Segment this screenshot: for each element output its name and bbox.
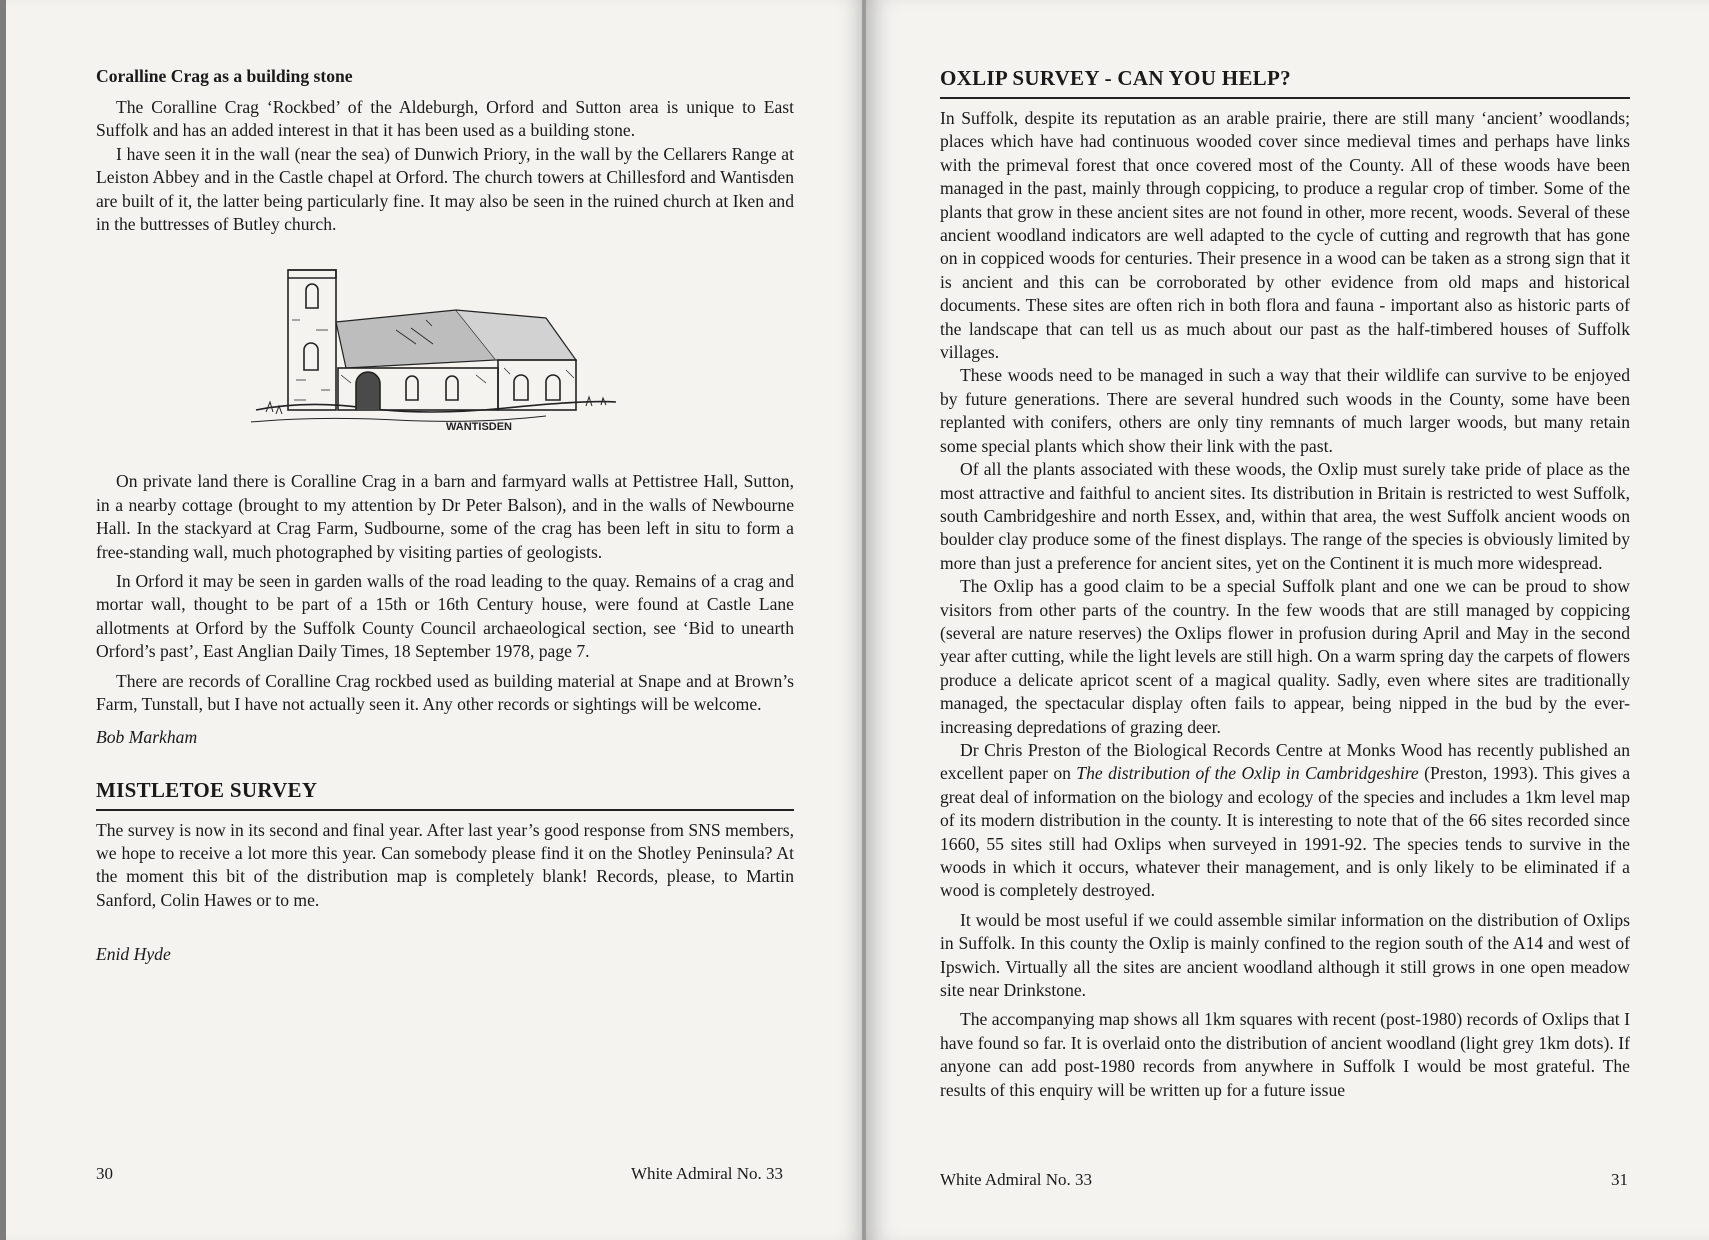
wantisden-church-illustration: [246, 250, 626, 450]
paper-title: The distribution of the Oxlip in Cambridgeshire: [1076, 763, 1419, 784]
left-column: [96, 66, 794, 965]
paragraph: In Suffolk, despite its reputation as an arable prairie, there are still many ‘ancient’ woodlands; places which have had continuous wooded cover since medieval times and perhaps have links with the primeval forest that once covered most of the County. All of these woods have been managed in the past, mainly through coppicing, to produce a regular crop of timber. Some of the plants that grow in these ancient sites are not found in other, more recent, woods. Several of these ancient woodland indicators are well adapted to the cycle of cutting and regrowth that has gone on in coppiced woods for centuries. Their presence in a wood can be taken as a strong sign that it is ancient and this can be corroborated by other evidence from old maps and historical documents. These sites are often rich in both flora and fauna - important also as historic parts of the landscape that can tell us as much about our past as the half-timbered houses of Suffolk villages.: [940, 108, 1630, 363]
paragraph: In Orford it may be seen in garden walls of the road leading to the quay. Remains of a crag and mortar wall, thought to be part of a 15th or 16th Century house, were found at Castle Lane allotments at Orford by the Suffolk County Council archaeological section, see ‘Bid to unearth Orford’s past’, East Anglian Daily Times, 18 September 1978, page 7.: [96, 571, 794, 662]
paragraph: The Oxlip has a good claim to be a special Suffolk plant and one we can be proud to show visitors from other parts of the country. In the few woods that are still managed by coppicing (several are nature reserves) the Oxlips flower in profusion during April and May in the second year after cutting, while the light levels are still high. On a warm spring day the carpets of flowers produce a delicate apricot scent of a magical quality. Sadly, even where sites are traditionally managed, the spectacular display often fails to appear, being nipped in the bud by the ever-increasing depredations of grazing deer.: [940, 576, 1630, 737]
paragraph: On private land there is Coralline Crag in a barn and farmyard walls at Pettistree Hall, Sutton, in a nearby cottage (brought to my attention by Dr Peter Balson), and in the walls of Newbourne Hall. In the stackyard at Crag Farm, Sudbourne, some of the crag has been left in situ to form a free-standing wall, much photographed by visiting parties of geologists.: [96, 471, 794, 562]
illustration-caption: WANTISDEN: [446, 421, 512, 434]
paragraph: There are records of Coralline Crag rockbed used as building material at Snape and at Brown’s Farm, Tunstall, but I have not actually seen it. Any other records or sightings will be welcome.: [96, 670, 794, 715]
author-signature: Enid Hyde: [96, 944, 171, 965]
journal-footer: White Admiral No. 33: [631, 1164, 784, 1183]
left-page: [6, 0, 864, 1240]
paragraph: I have seen it in the wall (near the sea) of Dunwich Priory, in the wall by the Cellarers Range at Leiston Abbey and in the Castle chapel at Orford. The church towers at Chillesford and Wantisden are built of it, the latter being particularly fine. It may also be seen in the ruined church at Iken and in the buttresses of Butley church.: [96, 143, 794, 235]
paragraph: The Coralline Crag ‘Rockbed’ of the Aldeburgh, Orford and Sutton area is unique to East Suffolk and has an added interest in that it has been used as a building stone.: [96, 97, 794, 141]
article-subheading: Coralline Crag as a building stone: [96, 66, 353, 86]
right-column: [940, 66, 1630, 1102]
section-heading: MISTLETOE SURVEY: [96, 778, 794, 811]
author-signature: Bob Markham: [96, 726, 198, 747]
section-heading: OXLIP SURVEY - CAN YOU HELP?: [940, 66, 1630, 99]
page-number: 30: [96, 1164, 113, 1183]
text-run: Dr Chris Preston of the Biological Records Centre at Monks Wood has recently published an excellent paper on: [940, 739, 1630, 784]
paragraph: It would be most useful if we could assemble similar information on the distribution of Oxlips in Suffolk. In this county the Oxlip is mainly confined to the region south of the A14 and west of Ipswich. Virtually all the sites are ancient woodland although it still grows in one open meadow site near Drinkstone.: [940, 909, 1630, 1001]
paragraph: The survey is now in its second and final year. After last year’s good response from SNS members, we hope to receive a lot more this year. Can somebody please find it on the Shotley Peninsula? At the moment this bit of the distribution map is completely blank! Records, please, to Martin Sanford, Colin Hawes or to me.: [96, 819, 794, 910]
paragraph: [940, 739, 1630, 903]
journal-footer: White Admiral No. 33: [940, 1170, 1093, 1189]
text-run: (Preston, 1993). This gives a great deal of information on the biology and ecology of the species and includes a 1km level map of its modern distribution in the county. It is interesting to note that of the 66 sites recorded since 1660, 55 sites still had Oxlips when surveyed in 1991-92. The species tends to survive in the woods in which it occurs, whatever their management, and is only likely to be eliminated if a wood is completely destroyed.: [940, 763, 1631, 901]
page-number: 31: [1611, 1170, 1628, 1189]
right-page: [866, 0, 1709, 1240]
paragraph: Of all the plants associated with these woods, the Oxlip must surely take pride of place as the most attractive and faithful to ancient sites. Its distribution in Britain is restricted to west Suffolk, south Cambridgeshire and north Essex, and, within that area, the west Suffolk ancient woods on boulder clay produce some of the finest displays. The range of the species is obviously limited by more than just a preference for ancient sites, yet on the Continent it is much more widespread.: [940, 459, 1630, 573]
paragraph: These woods need to be managed in such a way that their wildlife can survive to be enjoyed by future generations. There are several hundred such woods in the County, some have been replanted with conifers, others are only tiny remnants of much larger woods, but many retain some special plants which show their link with the past.: [940, 365, 1630, 456]
paragraph: The accompanying map shows all 1km squares with recent (post-1980) records of Oxlips that I have found so far. It is overlaid onto the distribution of ancient woodland (light grey 1km dots). If anyone can add post-1980 records from anywhere in Suffolk I would be most grateful. The results of this enquiry will be written up for a future issue: [940, 1009, 1630, 1100]
